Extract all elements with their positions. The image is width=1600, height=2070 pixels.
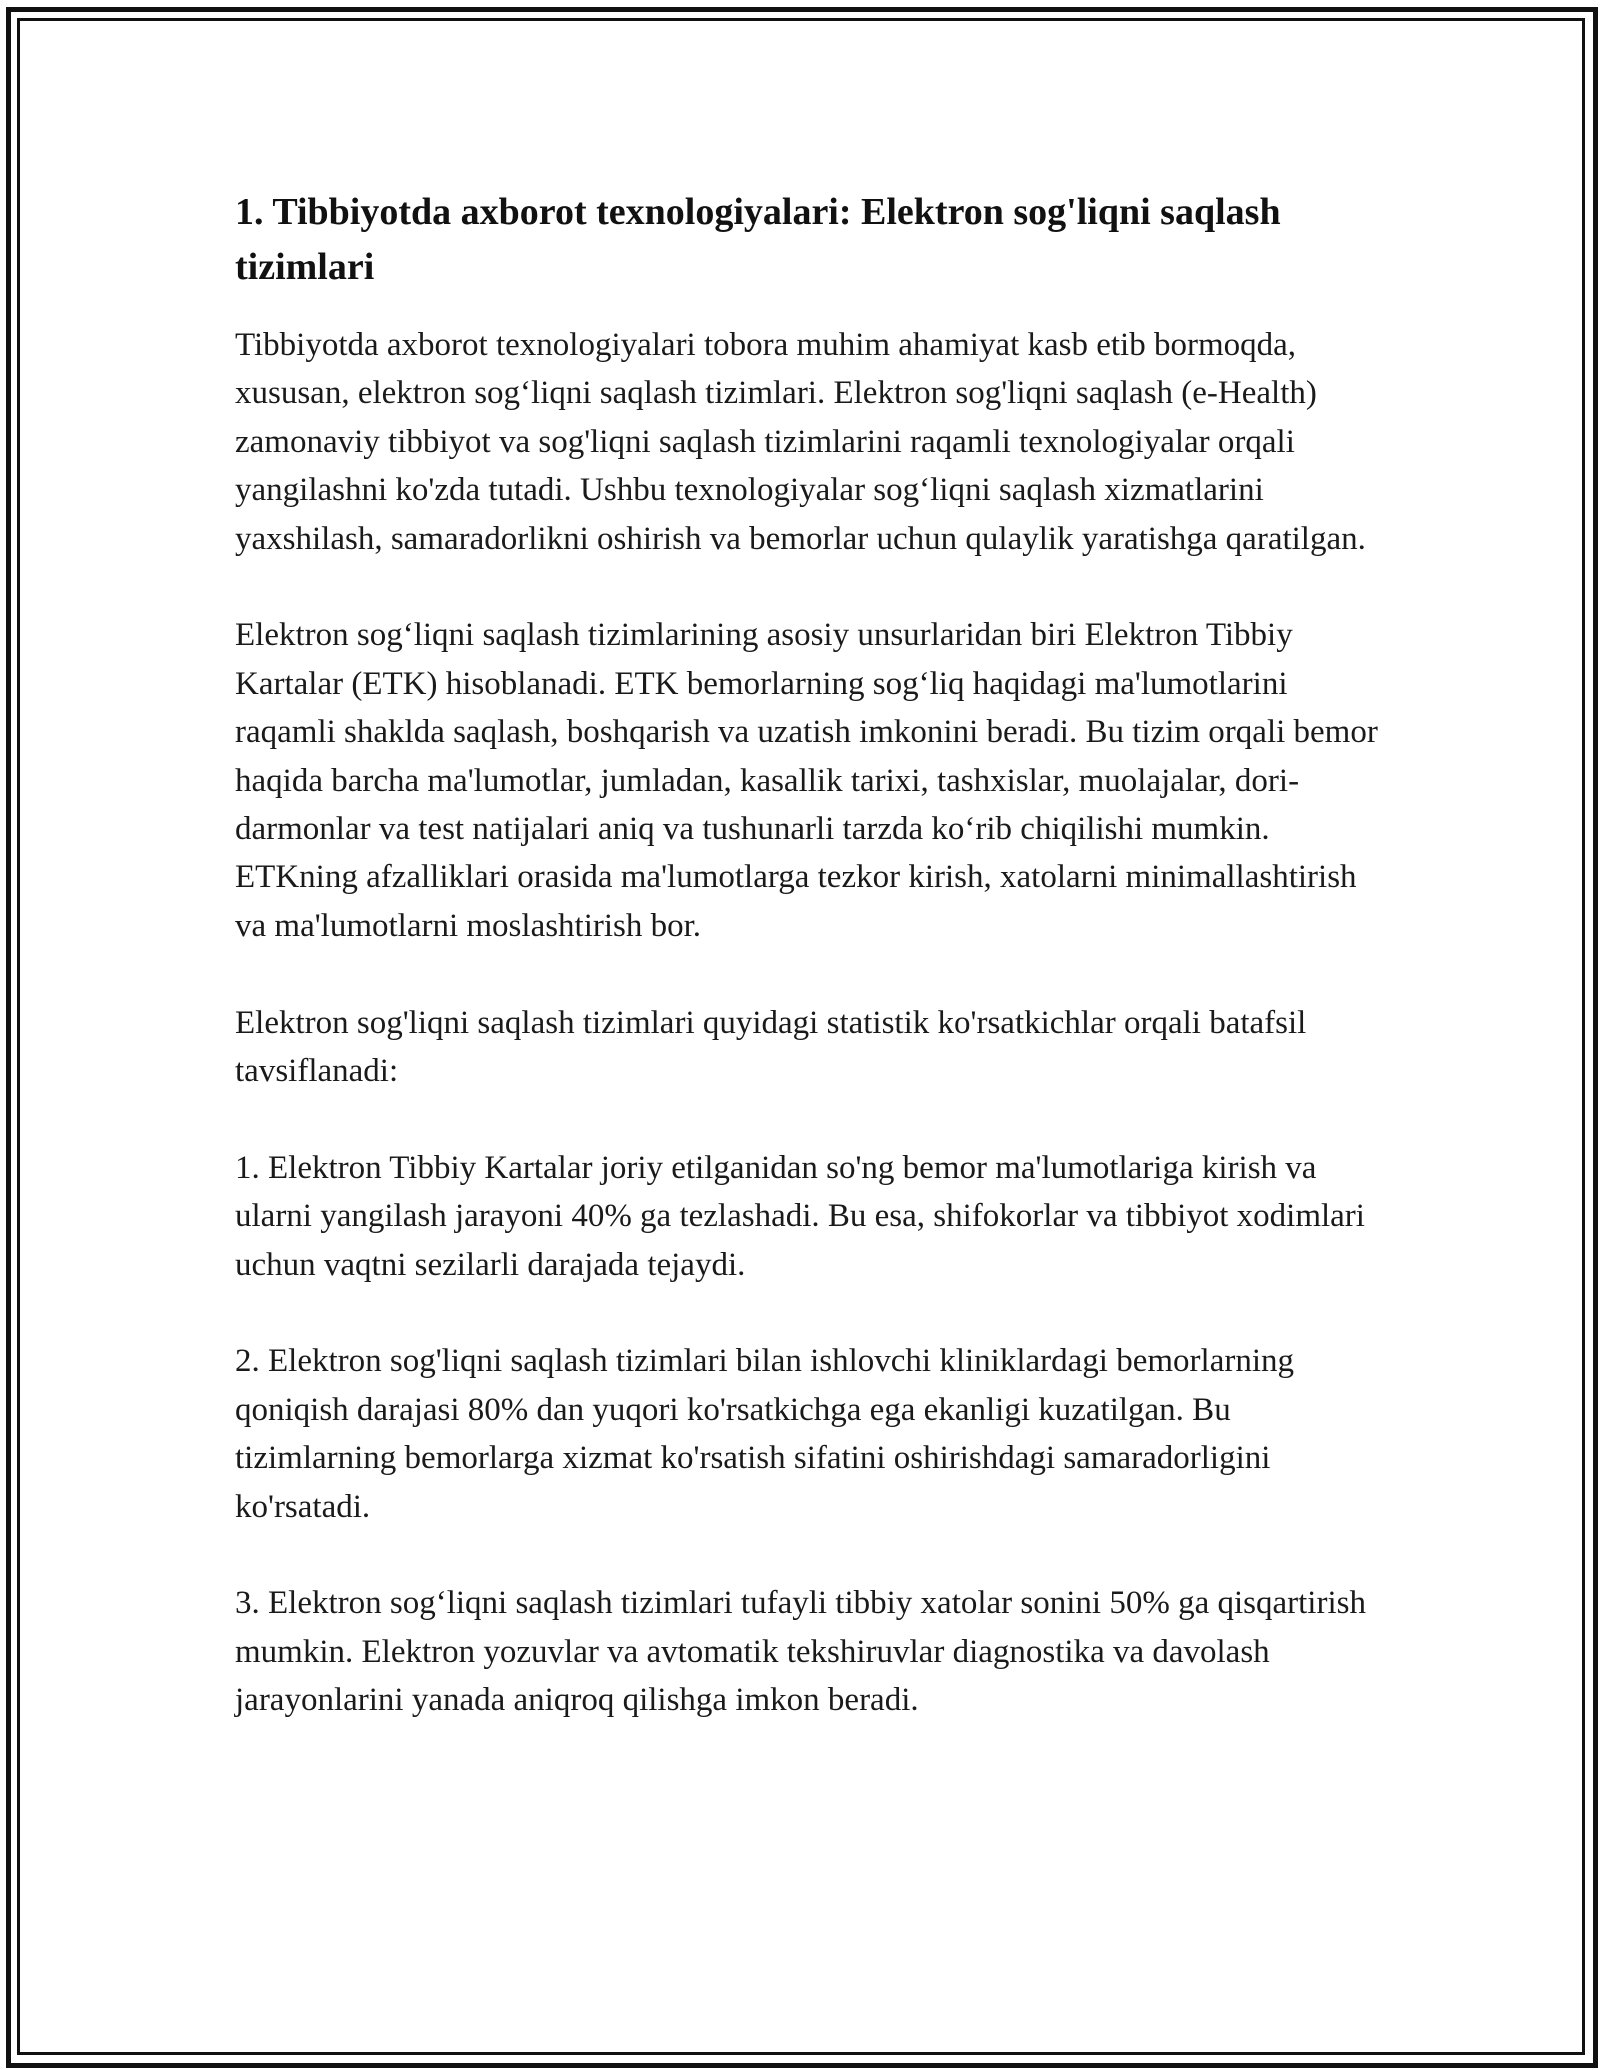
document-body <box>235 185 1395 1725</box>
paragraph-statistics-intro: Elektron sog'liqni saqlash tizimlari quyidagi statistik ko'rsatkichlar orqali batafsil tavsiflanadi: <box>235 1004 1307 1090</box>
list-item-1: 1. Elektron Tibbiy Kartalar joriy etilganidan so'ng bemor ma'lumotlariga kirish va ularni yangilash jarayoni 40% ga tezlashadi. Bu esa, shifokorlar va tibbiyot xodimlari uchun vaqtni sezilarli darajada tejaydi. <box>235 1149 1365 1283</box>
list-item-2: 2. Elektron sog'liqni saqlash tizimlari bilan ishlovchi kliniklardagi bemorlarning qoniqish darajasi 80% dan yuqori ko'rsatkichga ega ekanligi kuzatilgan. Bu tizimlarning bemorlarga xizmat ko'rsatish sifatini oshirishdagi samaradorligini ko'rsatadi. <box>235 1343 1294 1525</box>
document-title: 1. Tibbiyotda axborot texnologiyalari: Elektron sog'liqni saqlash tizimlari <box>235 191 1281 288</box>
paragraph-intro: Tibbiyotda axborot texnologiyalari tobora muhim ahamiyat kasb etib bormoqda, xususan, elektron sog‘liqni saqlash tizimlari. Elektron sog'liqni saqlash (e-Health) zamonaviy tibbiyot va sog'liqni saqlash tizimlarini raqamli texnologiyalar orqali yangilashni ko'zda tutadi. Ushbu texnologiyalar sog‘liqni saqlash xizmatlarini yaxshilash, samaradorlikni oshirish va bemorlar uchun qulaylik yaratishga qaratilgan. <box>235 327 1366 557</box>
list-item-3: 3. Elektron sog‘liqni saqlash tizimlari tufayli tibbiy xatolar sonini 50% ga qisqartirish mumkin. Elektron yozuvlar va avtomatik tekshiruvlar diagnostika va davolash jarayonlarini yanada aniqroq qilishga imkon beradi. <box>235 1585 1366 1719</box>
paragraph-etk: Elektron sog‘liqni saqlash tizimlarining asosiy unsurlaridan biri Elektron Tibbiy Kartalar (ETK) hisoblanadi. ETK bemorlarning sog‘liq haqidagi ma'lumotlarini raqamli shaklda saqlash, boshqarish va uzatish imkonini beradi. Bu tizim orqali bemor haqida barcha ma'lumotlar, jumladan, kasallik tarixi, tashxislar, muolajalar, dori-darmonlar va test natijalari aniq va tushunarli tarzda ko‘rib chiqilishi mumkin. ETKning afzalliklari orasida ma'lumotlarga tezkor kirish, xatolarni minimallashtirish va ma'lumotlarni moslashtirish bor. <box>235 617 1378 944</box>
